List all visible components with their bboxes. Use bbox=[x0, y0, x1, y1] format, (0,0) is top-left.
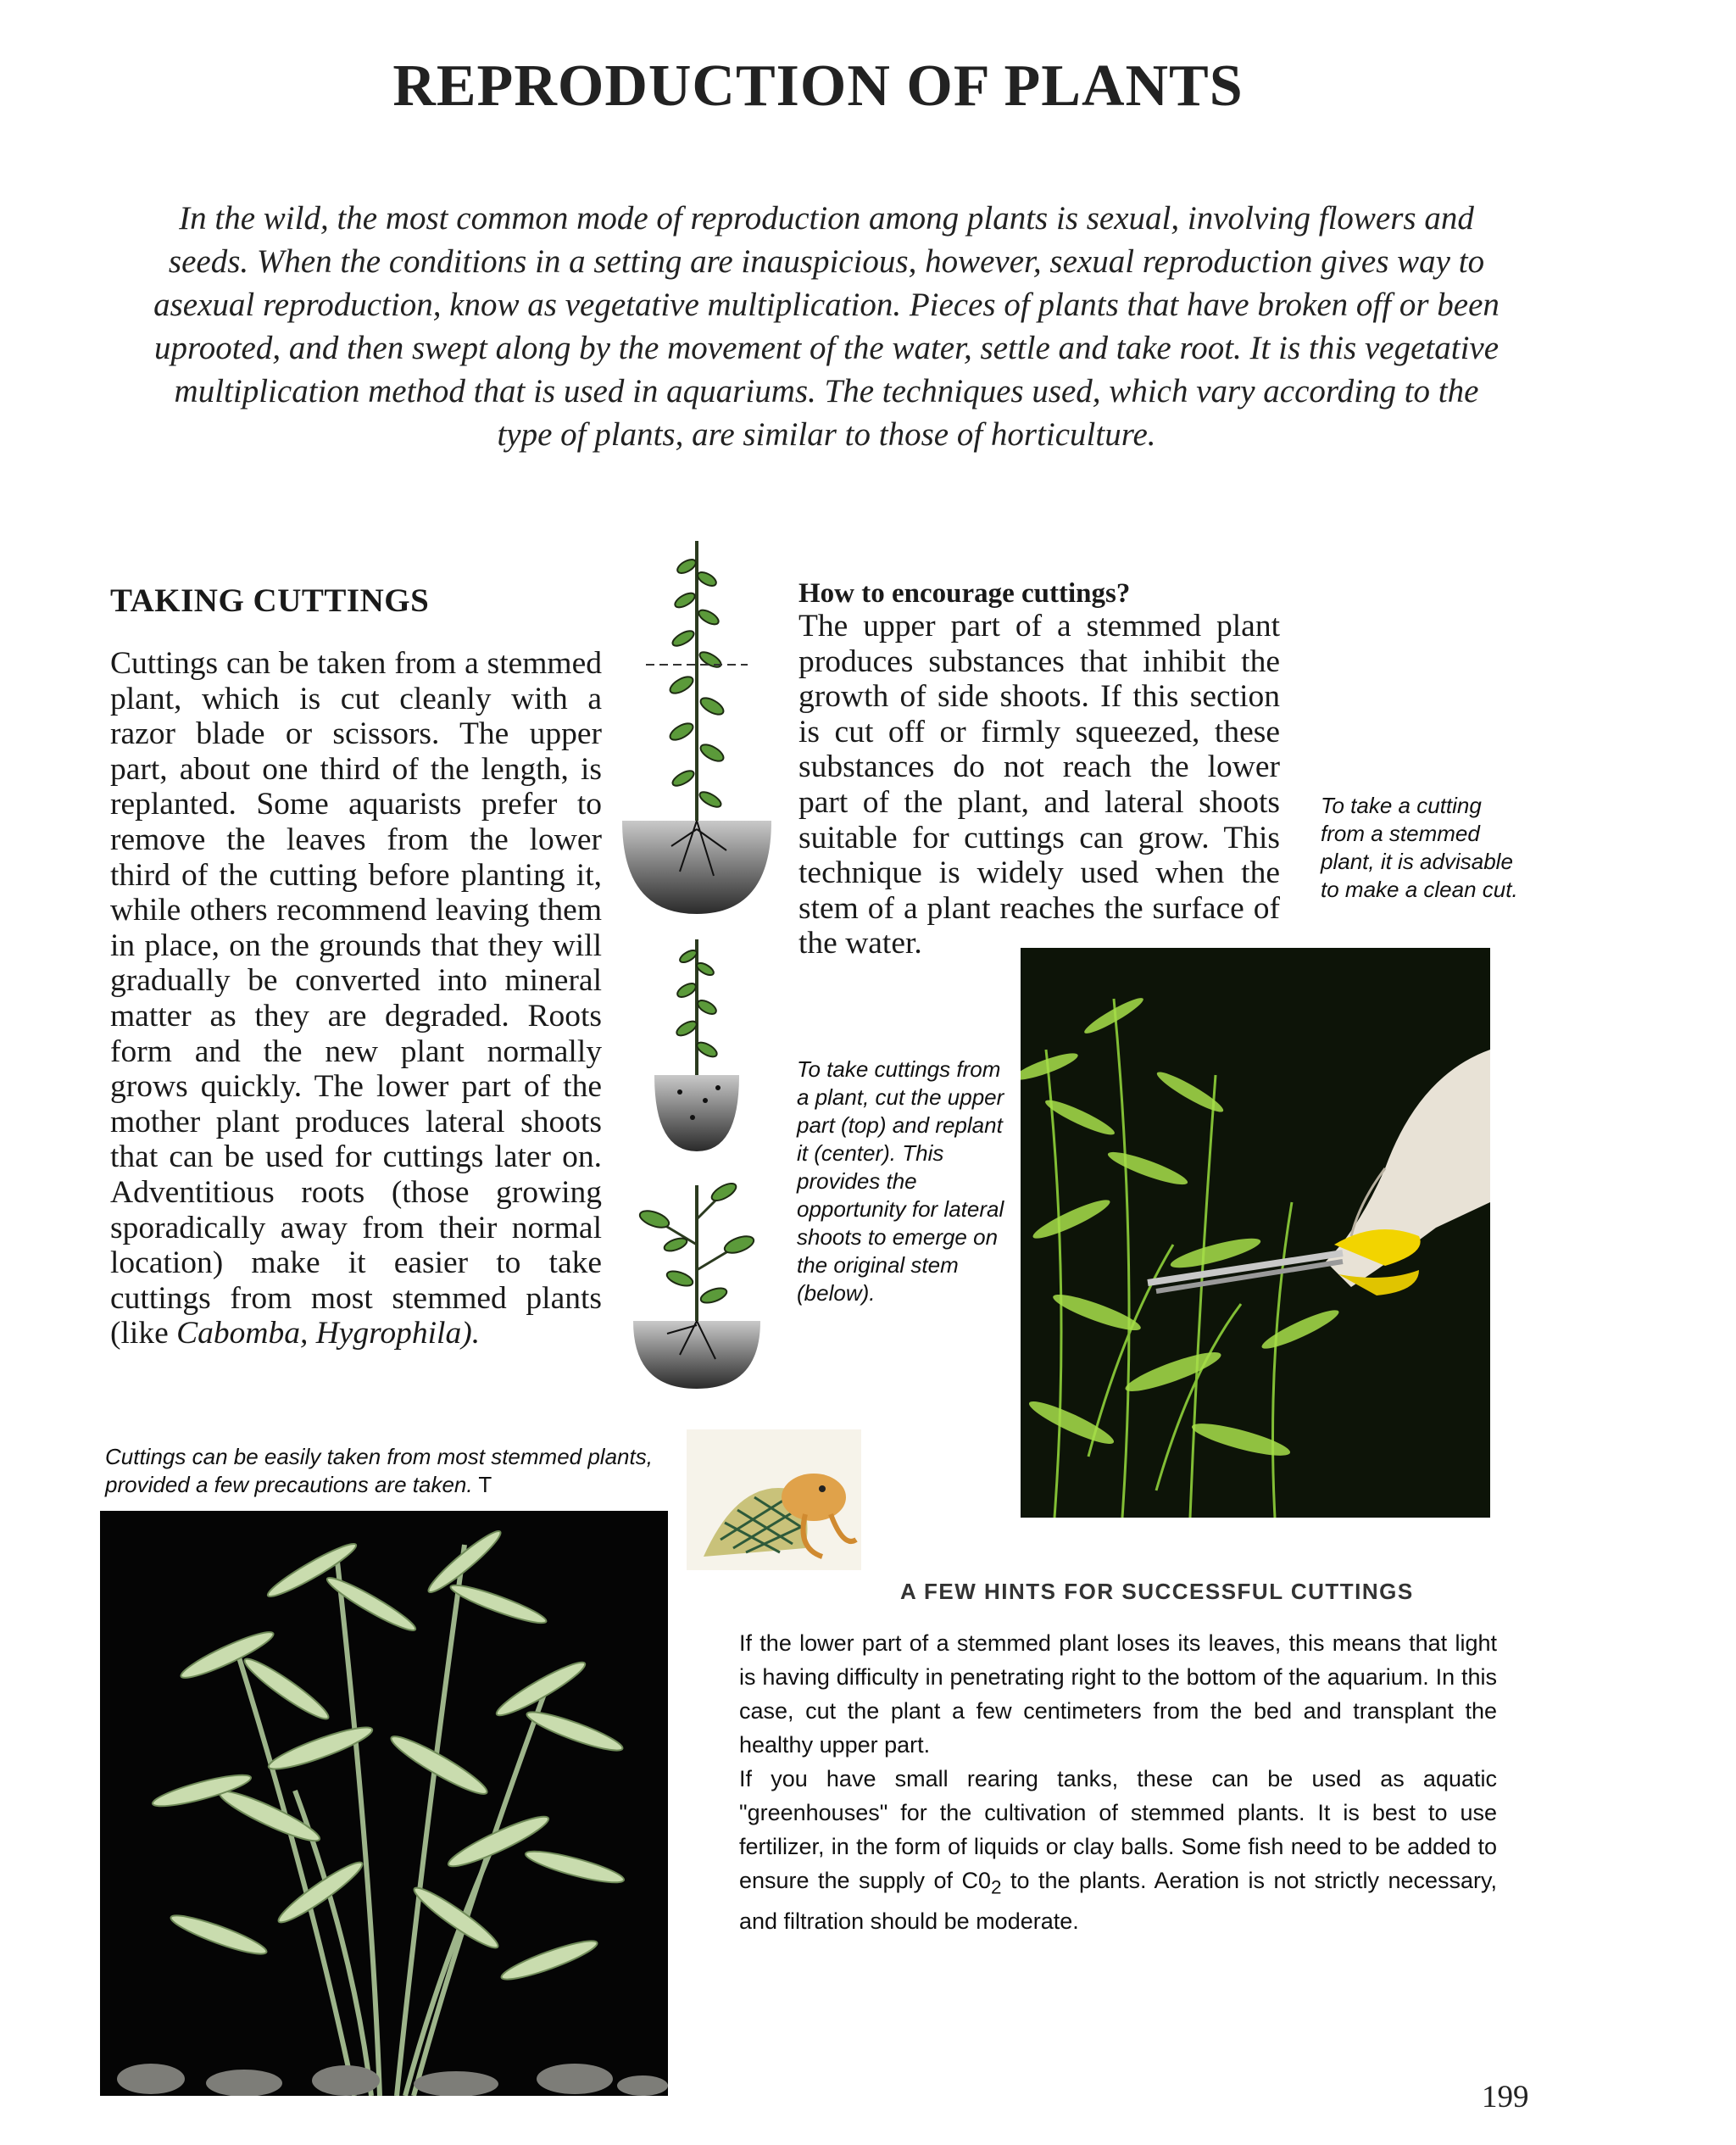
stage-lateral-shoots bbox=[633, 1180, 760, 1389]
hints-paragraph-2-tail: to the plants. Aeration is not strictly necessary, and filtration should be moderate. bbox=[739, 1868, 1497, 1935]
photo-stemmed-plant bbox=[100, 1511, 668, 2096]
hints-title: A FEW HINTS FOR SUCCESSFUL CUTTINGS bbox=[900, 1579, 1414, 1604]
caption-clean-cut: To take a cutting from a stemmed plant, it is advisable to make a clean cut. bbox=[1321, 793, 1518, 902]
caption-stemmed-plants-text: Cuttings can be easily taken from most stemmed plants, provided a few precautions are taken. bbox=[105, 1444, 653, 1497]
hints-paragraph-1: If the lower part of a stemmed plant loses its leaves, this means that light is having difficulty in penetrating right to the bottom of the aquarium. In this case, cut the plant a few centimeters from the bed and transplant the healthy upper part. bbox=[739, 1630, 1497, 1758]
taking-cuttings-body bbox=[110, 646, 602, 1351]
caption-cutting-stages: To take cuttings from a plant, cut the upper part (top) and replant it (center). This provides the opportunity for lateral shoots to emerge on the original stem (below). bbox=[797, 1056, 1004, 1306]
body-text-species: Cabomba, Hygrophila). bbox=[176, 1316, 481, 1351]
hints-body bbox=[739, 1626, 1497, 1938]
encourage-cuttings-body: The upper part of a stemmed plant produces substances that inhibit the growth of side shoots. If this section is cut off or firmly squeezed, these substances do not reach the lower part of the plant, and lateral shoots suitable for cuttings can grow. This technique is widely used when the stem of a plant reaches the surface of the water. bbox=[798, 609, 1280, 961]
sub-heading-encourage-cuttings: How to encourage cuttings? bbox=[798, 578, 1131, 609]
caption-stemmed-plants-tail: T bbox=[472, 1472, 492, 1497]
hints-paragraph-2 bbox=[739, 1762, 1497, 1938]
photo-small-crustacean bbox=[687, 1429, 861, 1570]
caption-stemmed-plants bbox=[105, 1443, 665, 1499]
hints-paragraph-2-text: If you have small rearing tanks, these can be used as aquatic "greenhouses" for the cultivation of stemmed plants. It is best to use fertilizer, in the form of liquids or clay balls. Some fish need to be added to ensure the supply of C0 bbox=[739, 1766, 1497, 1893]
cutting-stages-illustration bbox=[620, 541, 773, 1389]
page-number: 199 bbox=[1482, 2080, 1529, 2114]
page-title: REPRODUCTION OF PLANTS bbox=[392, 53, 1244, 119]
photo-scissors-cutting bbox=[1021, 948, 1490, 1518]
stage-replanted-top bbox=[654, 939, 739, 1151]
body-text-main: Cuttings can be taken from a stemmed plant, which is cut cleanly with a razor blade or scissors. The upper part, about one third of the length, is replanted. Some aquarists prefer to remove the leaves from the lower third of the cutting before planting it, while others recommend leaving them in place, on the grounds that they will gradually be converted into mineral matter as they are degraded. Roots form and the new plant normally grows quickly. The lower part of the mother plant produces lateral shoots that can be used for cuttings later on. Adventitious roots (those growing sporadically away from their normal location) make it easier to take cuttings from most stemmed plants (like bbox=[110, 646, 602, 1351]
section-heading-taking-cuttings: TAKING CUTTINGS bbox=[110, 582, 430, 619]
stage-full-plant bbox=[622, 541, 771, 914]
co2-subscript: 2 bbox=[991, 1876, 1002, 1898]
intro-paragraph: In the wild, the most common mode of reproduction among plants is sexual, involving flowers and seeds. When the conditions in a setting are inauspicious, however, sexual reproduction gives way to asexual reproduction, know as vegetative multiplication. Pieces of plants that have broken off or been uprooted, and then swept along by the movement of the water, settle and take root. It is this vegetative multiplication method that is used in aquariums. The techniques used, which vary according to the type of plants, are similar to those of horticulture. bbox=[153, 200, 1500, 453]
